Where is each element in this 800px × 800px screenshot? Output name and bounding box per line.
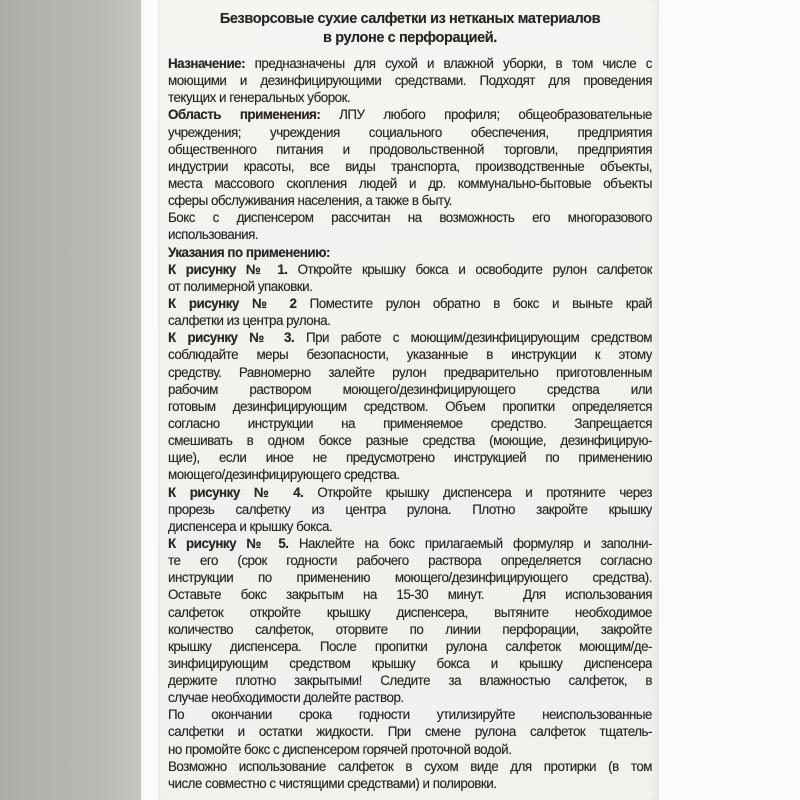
text-line [168, 535, 652, 552]
text-line [168, 381, 652, 398]
text-line [168, 723, 652, 740]
text-segment: количество салфеток, оторвите по линии перфорации, закройте [168, 621, 652, 637]
text-line [168, 706, 652, 723]
text-line [168, 89, 652, 106]
text-segment: смешивать в одном боксе разные средства (моющие, дезинфицирую- [168, 433, 652, 449]
text-segment-bold: К рисунку № 2 [168, 295, 297, 311]
text-segment: держите плотно закрытыми! Следите за влажностью салфеток, в [168, 673, 652, 689]
text-line [168, 741, 652, 758]
text-segment: согласно инструкции на применяемое средство. Запрещается [168, 415, 652, 431]
text-segment-bold: К рисунку № 3. [168, 330, 295, 346]
text-segment: зинфицирующим средством крышку бокса и крышку диспенсера [168, 655, 652, 671]
text-line [168, 398, 652, 415]
text-segment: Поместите рулон обратно в бокс и выньте край [296, 295, 652, 311]
label-left-edge-shadow [141, 0, 158, 800]
text-segment: от полимерной упаковки. [168, 278, 313, 294]
text-line [168, 295, 652, 312]
text-segment: моющего/дезинфицирующего средства. [168, 467, 400, 483]
label-text [168, 10, 652, 792]
text-line [168, 552, 652, 569]
text-segment: салфетки и остатки жидкости. При смене рулона салфеток тщатель- [168, 724, 652, 740]
text-segment: моющими и дезинфицирующими средствами. Подходят для проведения [168, 73, 652, 89]
text-segment: Оставьте бокс закрытым на 15-30 минут. Для использования [168, 587, 652, 603]
text-segment: Бокс с диспенсером рассчитан на возможность его многоразового [168, 210, 652, 226]
text-line [168, 158, 652, 175]
text-line [168, 364, 652, 381]
text-segment: индустрии красоты, все виды транспорта, производственные объекты, [168, 158, 652, 174]
text-segment: Откройте крышку диспенсера и протяните через [303, 484, 652, 500]
text-segment: готовым дезинфицирующим средством. Объем пропитки определяется [168, 398, 652, 414]
text-line [168, 124, 652, 141]
text-line [168, 175, 652, 192]
text-segment: учреждения; учреждения социального обеспечения, предприятия [168, 124, 652, 140]
text-segment: общественного питания и продовольственной торговли, предприятия [168, 141, 652, 157]
text-segment: ЛПУ любого профиля; общеобразовательные [320, 107, 652, 123]
text-line [168, 415, 652, 432]
text-line [168, 518, 652, 535]
text-line [168, 141, 652, 158]
text-segment-bold: Область применения: [168, 107, 321, 123]
text-segment: рабочим раствором моющего/дезинфицирующего средства или [168, 381, 652, 397]
text-segment: щие), если иное не предусмотрено инструкцией по применению [168, 450, 652, 466]
text-line [168, 621, 652, 638]
text-line [168, 329, 652, 346]
text-segment: соблюдайте меры безопасности, указанные в инструкции к этому [168, 347, 652, 363]
text-line [168, 55, 652, 72]
text-segment-bold: Назначение: [168, 56, 246, 71]
text-segment: инструкции по применению моющего/дезинфицирующего средства). [168, 570, 652, 586]
label-text-lines [168, 55, 652, 792]
text-line [168, 586, 652, 603]
text-line [168, 261, 652, 278]
text-line [168, 689, 652, 706]
text-line [168, 244, 652, 261]
text-line [168, 638, 652, 655]
text-segment: те его (срок годности рабочего раствора определяется согласно [168, 553, 652, 569]
text-line [168, 449, 652, 466]
text-line [168, 278, 652, 295]
text-segment-bold: К рисунку № 1. [168, 261, 288, 277]
text-line [168, 226, 652, 243]
text-line [168, 604, 652, 621]
text-segment: использования. [168, 227, 259, 243]
text-line [168, 672, 652, 689]
text-segment: сферы обслуживания населения, а также в быту. [168, 193, 452, 209]
text-segment: салфеток откройте крышку диспенсера, вытяните необходимое [168, 604, 652, 620]
text-segment: Возможно использование салфеток в сухом виде для протирки (в том [168, 758, 652, 774]
label-title-line-1: Безворсовые сухие салфетки из нетканых материалов [219, 11, 601, 27]
text-line [168, 466, 652, 483]
text-segment: диспенсера и крышку бокса. [168, 518, 333, 534]
text-line [168, 432, 652, 449]
text-segment: текущих и генеральных уборок. [168, 90, 351, 106]
text-segment: числе совместно с чистящими средствами) и полировки. [168, 775, 497, 791]
text-line [168, 655, 652, 672]
background-left-strip [0, 0, 141, 800]
text-segment: крышку диспенсера. После пропитки рулона салфеток моющим/де- [168, 638, 652, 654]
text-line [168, 775, 652, 792]
text-segment: предназначены для сухой и влажной уборки, в том числе с [245, 56, 652, 71]
text-segment: Откройте крышку бокса и освободите рулон салфеток [287, 261, 652, 277]
text-segment: салфетки из центра рулона. [168, 313, 331, 329]
text-line [168, 501, 652, 518]
text-line [168, 192, 652, 209]
text-segment-bold: Указания по применению: [168, 244, 331, 260]
text-line [168, 569, 652, 586]
text-segment-bold: К рисунку № 5. [168, 535, 289, 551]
text-segment: но промойте бокс с диспенсером горячей проточной водой. [168, 741, 512, 757]
text-segment: случае необходимости долейте раствор. [168, 690, 404, 706]
text-segment: места массового скопления людей и др. коммунально-бытовые объекты [168, 175, 652, 191]
text-segment-bold: К рисунку № 4. [168, 484, 304, 500]
text-line [168, 209, 652, 226]
text-line [168, 72, 652, 89]
text-line [168, 484, 652, 501]
text-line [168, 312, 652, 329]
text-line [168, 106, 652, 123]
text-segment: При работе с моющим/дезинфицирующим средством [294, 330, 652, 346]
label-title-line-2: в рулоне с перфорацией. [323, 30, 497, 46]
text-line [168, 758, 652, 775]
text-segment: По окончании срока годности утилизируйте неиспользованные [168, 707, 652, 723]
text-segment: средству. Равномерно залейте рулон предварительно приготовленным [168, 364, 652, 380]
text-segment: прорезь салфетку из центра рулона. Плотно закройте крышку [168, 501, 652, 517]
text-segment: Наклейте на бокс прилагаемый формуляр и заполни- [288, 535, 652, 551]
text-line [168, 346, 652, 363]
